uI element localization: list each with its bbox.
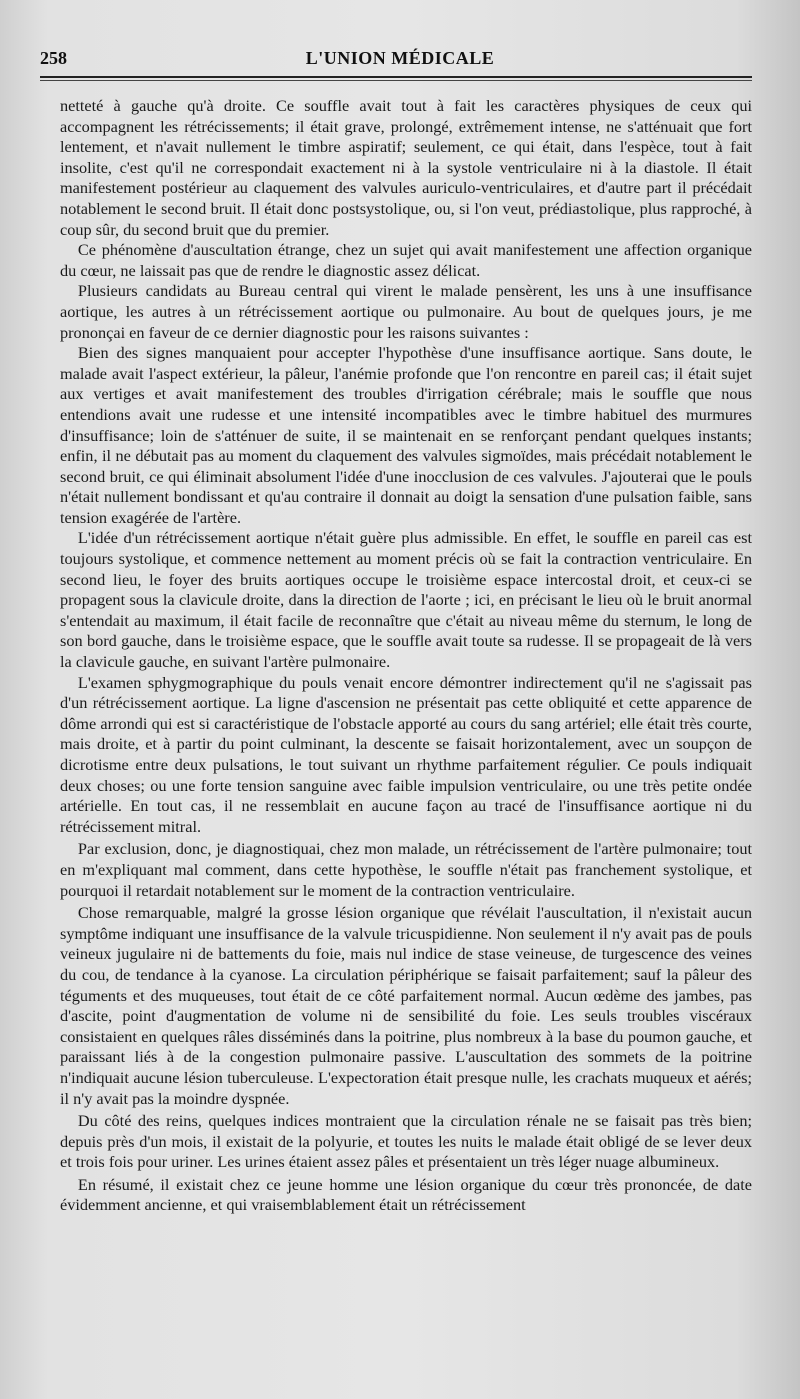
paragraph: Ce phénomène d'auscultation étrange, chez un sujet qui avait manifestement une affection organique du cœur, ne laissait pas que de rendre le diagnostic assez délicat. bbox=[60, 240, 752, 280]
page-header bbox=[40, 46, 760, 76]
paragraph: Du côté des reins, quelques indices montraient que la circulation rénale ne se faisait pas très bien; depuis près d'un mois, il existait de la polyurie, et toutes les nuits le malade était obligé de se lever deux et trois fois pour uriner. Les urines étaient assez pâles et présentaient un très léger nuage albumineux. bbox=[60, 1111, 752, 1172]
page-number: 258 bbox=[40, 48, 67, 68]
paragraph: Bien des signes manquaient pour accepter l'hypothèse d'une insuffisance aortique. Sans doute, le malade avait l'aspect extérieur, la pâleur, l'anémie profonde que l'on rencontre en pareil cas; il était sujet aux vertiges et avait manifestement des troubles d'irrigation cérébrale; mais le souffle que nous entendions avait une rudesse et une intensité incompatibles avec le timbre habituel des murmures d'insuffisance; loin de s'atténuer de suite, il se maintenait en se renforçant pendant quelques instants; enfin, il ne débutait pas au moment du claquement des valvules sigmoïdes, mais précédait notablement le second bruit, ce qui éliminait absolument l'idée d'une inocclusion de ces valvules. J'ajouterai que le pouls n'était nullement bondissant et qu'au contraire il donnait au doigt la sensation d'une pulsation faible, sans tension exagérée de l'artère. bbox=[60, 343, 752, 527]
paragraph: Par exclusion, donc, je diagnostiquai, chez mon malade, un rétrécissement de l'artère pulmonaire; tout en m'expliquant mal comment, dans cette hypothèse, le souffle n'était pas franchement systolique, et pourquoi il retardait notablement sur le moment de la contraction ventriculaire. bbox=[60, 839, 752, 900]
paragraph: En résumé, il existait chez ce jeune homme une lésion organique du cœur très prononcée, de date évidemment ancienne, et qui vraisemblablement était un rétrécissement bbox=[60, 1174, 752, 1215]
paragraph: Plusieurs candidats au Bureau central qui virent le malade pensèrent, les uns à une insuffisance aortique, les autres à un rétrécissement aortique ou pulmonaire. Au bout de quelques jours, je me prononçai en faveur de ce dernier diagnostic pour les raisons suivantes : bbox=[60, 281, 752, 342]
paragraph: Chose remarquable, malgré la grosse lésion organique que révélait l'auscultation, il n'existait aucun symptôme indiquant une insuffisance de la valvule tricuspidienne. Non seulement il n'y avait pas de pouls veineux jugulaire ni de battements du foie, mais nul indice de stase veineuse, de turgescence des veines du cou, de tendance à la cyanose. La circulation périphérique se faisait parfaitement; sauf la pâleur des téguments et des muqueuses, tout était de ce côté parfaitement normal. Aucun œdème des jambes, pas d'ascite, point d'augmentation de volume ni de sensibilité du foie. Les seuls troubles viscéraux consistaient en quelques râles disséminés dans la poitrine, plus nombreux à la base du poumon gauche, et paraissant liés à de la congestion pulmonaire passive. L'auscultation des sommets de la poitrine n'indiquait aucune lésion tuberculeuse. L'expectoration était presque nulle, les crachats muqueux et aérés; il n'y avait pas la moindre dyspnée. bbox=[60, 903, 752, 1108]
header-rule bbox=[40, 76, 752, 81]
paragraph: netteté à gauche qu'à droite. Ce souffle avait tout à fait les caractères physiques de ceux qui accompagnent les rétrécissements; il était grave, prolongé, extrêmement intense, ne s'atténuait que fort lentement, et n'avait nullement le timbre aspiratif; seulement, ce qui était, dans l'espèce, tout à fait insolite, c'est qu'il ne correspondait exactement ni à la systole ventriculaire ni à la diastole. Il était manifestement postérieur au claquement des valvules auriculo-ventriculaires, et d'autre part il précédait notablement le second bruit. Il était donc postsystolique, ou, si l'on veut, prédiastolique, plus rapproché, à coup sûr, du second bruit que du premier. bbox=[60, 96, 752, 239]
running-title: L'UNION MÉDICALE bbox=[305, 48, 495, 68]
paragraph: L'examen sphygmographique du pouls venait encore démontrer indirectement qu'il ne s'agissait pas d'un rétrécissement aortique. La ligne d'ascension ne présentait pas cette obliquité et cette apparence de dôme arrondi qui est si caractéristique de l'obstacle apporté au cours du sang artériel; elle était très courte, mais droite, et à partir du point culminant, la descente se faisait horizontalement, avec un soupçon de dicrotisme entre deux pulsations, le tout suivant un rhythme parfaitement régulier. Ce pouls indiquait deux choses; ou une forte tension sanguine avec faible impulsion ventriculaire, ou une très petite ondée artérielle. En tout cas, il ne ressemblait en aucune façon au tracé de l'insuffisance aortique ni du rétrécissement mitral. bbox=[60, 672, 752, 836]
article-body bbox=[60, 96, 752, 1216]
paragraph: L'idée d'un rétrécissement aortique n'était guère plus admissible. En effet, le souffle en pareil cas est toujours systolique, et commence nettement au moment précis où se fait la contraction ventriculaire. En second lieu, le foyer des bruits aortiques occupe le troisième espace intercostal droit, et ceux-ci se propagent sous la clavicule droite, dans la direction de l'aorte ; ici, en précisant le lieu où le bruit anormal s'entendait au maximum, il était facile de reconnaître que c'était au niveau même du sternum, le long de son bord gauche, dans le troisième espace, que le souffle avait toute sa rudesse. Il se propageait de là vers la clavicule gauche, en suivant l'artère pulmonaire. bbox=[60, 528, 752, 672]
